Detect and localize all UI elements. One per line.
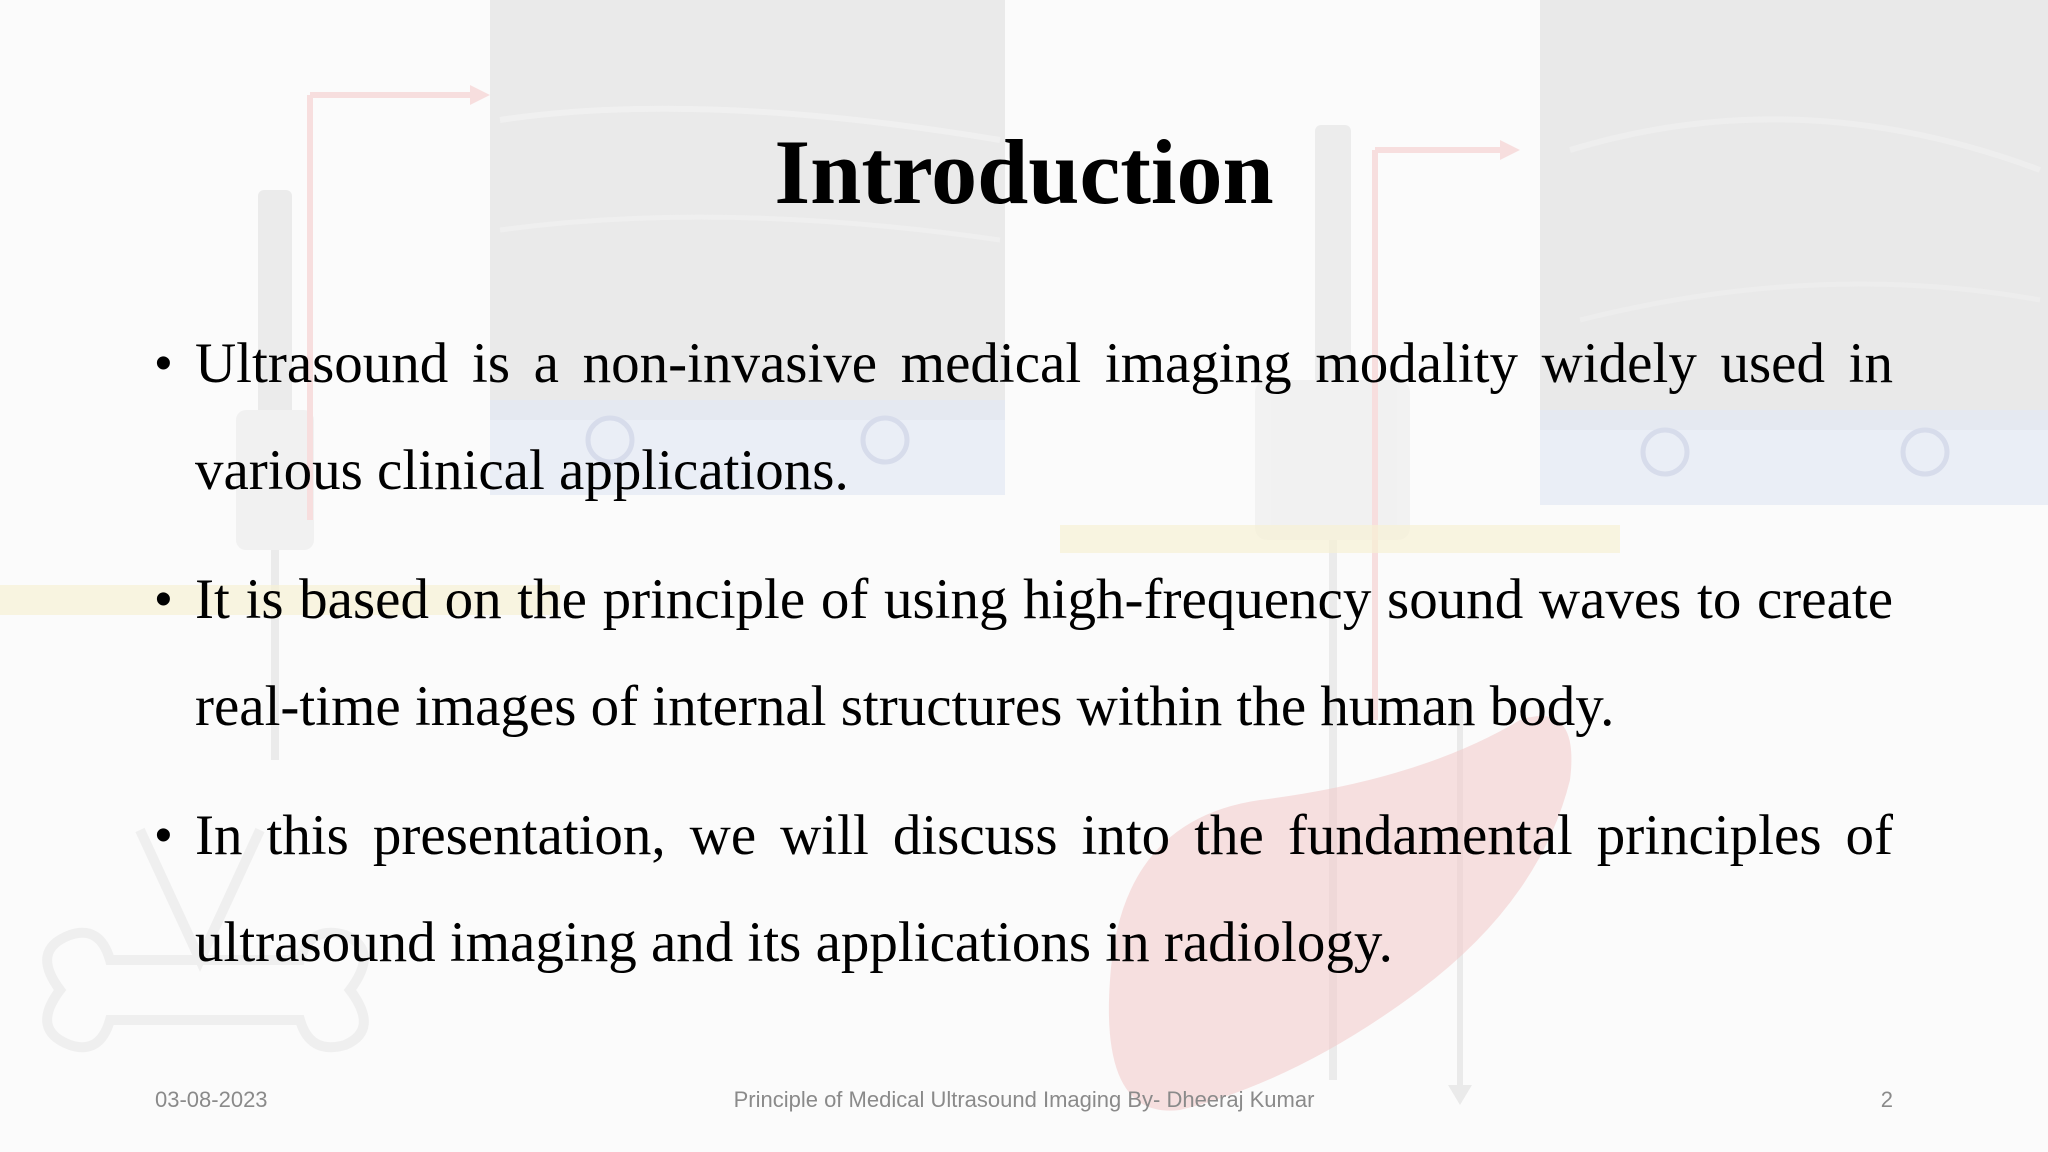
bullet-item: [155, 546, 1893, 760]
page-number: 2: [1880, 1087, 1893, 1112]
bullet-marker: •: [155, 337, 172, 390]
bullet-text: In this presentation, we will discuss into the fundamental principles of ultrasound imaging and its applications in radiology.: [195, 804, 1893, 974]
footer-title: Principle of Medical Ultrasound Imaging By- Dheeraj Kumar: [733, 1087, 1315, 1112]
bullet-item: [155, 782, 1893, 996]
bullet-marker: •: [155, 809, 172, 862]
bullet-list: [155, 310, 1893, 1018]
bullet-item: [155, 310, 1893, 524]
slide-title: Introduction: [774, 121, 1274, 223]
bullet-text: Ultrasound is a non-invasive medical imaging modality widely used in various clinical applications.: [195, 332, 1893, 502]
bullet-marker: •: [155, 573, 172, 626]
footer-date: 03-08-2023: [155, 1087, 268, 1112]
bullet-text: It is based on the principle of using high-frequency sound waves to create real-time images of internal structures within the human body.: [195, 568, 1893, 738]
